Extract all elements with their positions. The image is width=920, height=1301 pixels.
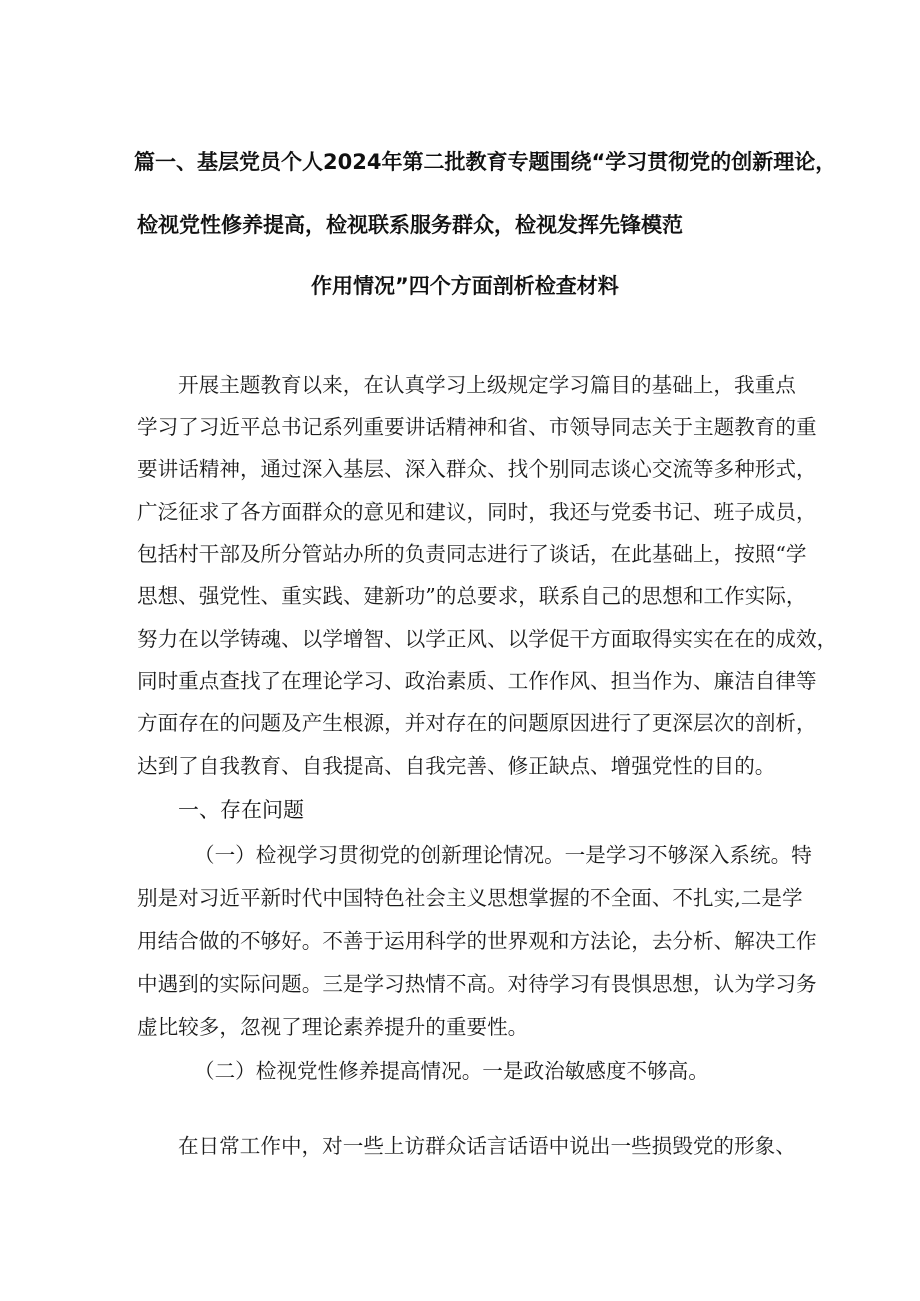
intro-line: 要讲话精神，通过深入基层、深入群众、找个别同志谈心交流等多种形式， bbox=[137, 457, 817, 481]
intro-line: 包括村干部及所分管站办所的负责同志进行了谈话，在此基础上，按照“学 bbox=[137, 542, 807, 566]
intro-line: 广泛征求了各方面群众的意见和建议，同时，我还与党委书记、班子成员， bbox=[137, 500, 817, 524]
title-line-1: 篇一、基层党员个人2024年第二批教育专题围绕“学习贯彻党的创新理论， bbox=[134, 150, 837, 174]
intro-line: 思想、强党性、重实践、建新功”的总要求，联系自己的思想和工作实际， bbox=[137, 584, 807, 608]
sub1-line: 别是对习近平新时代中国特色社会主义思想掌握的不全面、不扎实,二是学 bbox=[137, 886, 803, 910]
paragraph-line: 在日常工作中，对一些上访群众话言话语中说出一些损毁党的形象、 bbox=[178, 1134, 796, 1158]
sub2-line: （二）检视党性修养提高情况。一是政治敏感度不够高。 bbox=[194, 1059, 709, 1083]
section-heading: 一、存在问题 bbox=[178, 798, 304, 822]
intro-line: 同时重点查找了在理论学习、政治素质、工作作风、担当作为、廉洁自律等 bbox=[137, 669, 817, 693]
sub1-line: （一）检视学习贯彻党的创新理论情况。一是学习不够深入系统。特 bbox=[194, 843, 812, 867]
intro-line: 达到了自我教育、自我提高、自我完善、修正缺点、增强党性的目的。 bbox=[137, 754, 776, 778]
intro-line: 开展主题教育以来，在认真学习上级规定学习篇目的基础上，我重点 bbox=[178, 373, 796, 397]
intro-line: 努力在以学铸魂、以学增智、以学正风、以学促干方面取得实实在在的成效， bbox=[137, 627, 838, 651]
title-line-2: 检视党性修养提高，检视联系服务群众，检视发挥先锋模范 bbox=[137, 213, 683, 237]
sub1-line: 用结合做的不够好。不善于运用科学的世界观和方法论，去分析、解决工作 bbox=[137, 929, 817, 953]
intro-line: 学习了习近平总书记系列重要讲话精神和省、市领导同志关于主题教育的重 bbox=[137, 415, 817, 439]
intro-line: 方面存在的问题及产生根源，并对存在的问题原因进行了更深层次的剖析， bbox=[137, 711, 817, 735]
title-line-3: 作用情况”四个方面剖析检查材料 bbox=[311, 274, 619, 298]
sub1-line: 中遇到的实际问题。三是学习热情不高。对待学习有畏惧思想，认为学习务 bbox=[137, 972, 817, 996]
sub1-line: 虚比较多，忽视了理论素养提升的重要性。 bbox=[137, 1015, 529, 1039]
